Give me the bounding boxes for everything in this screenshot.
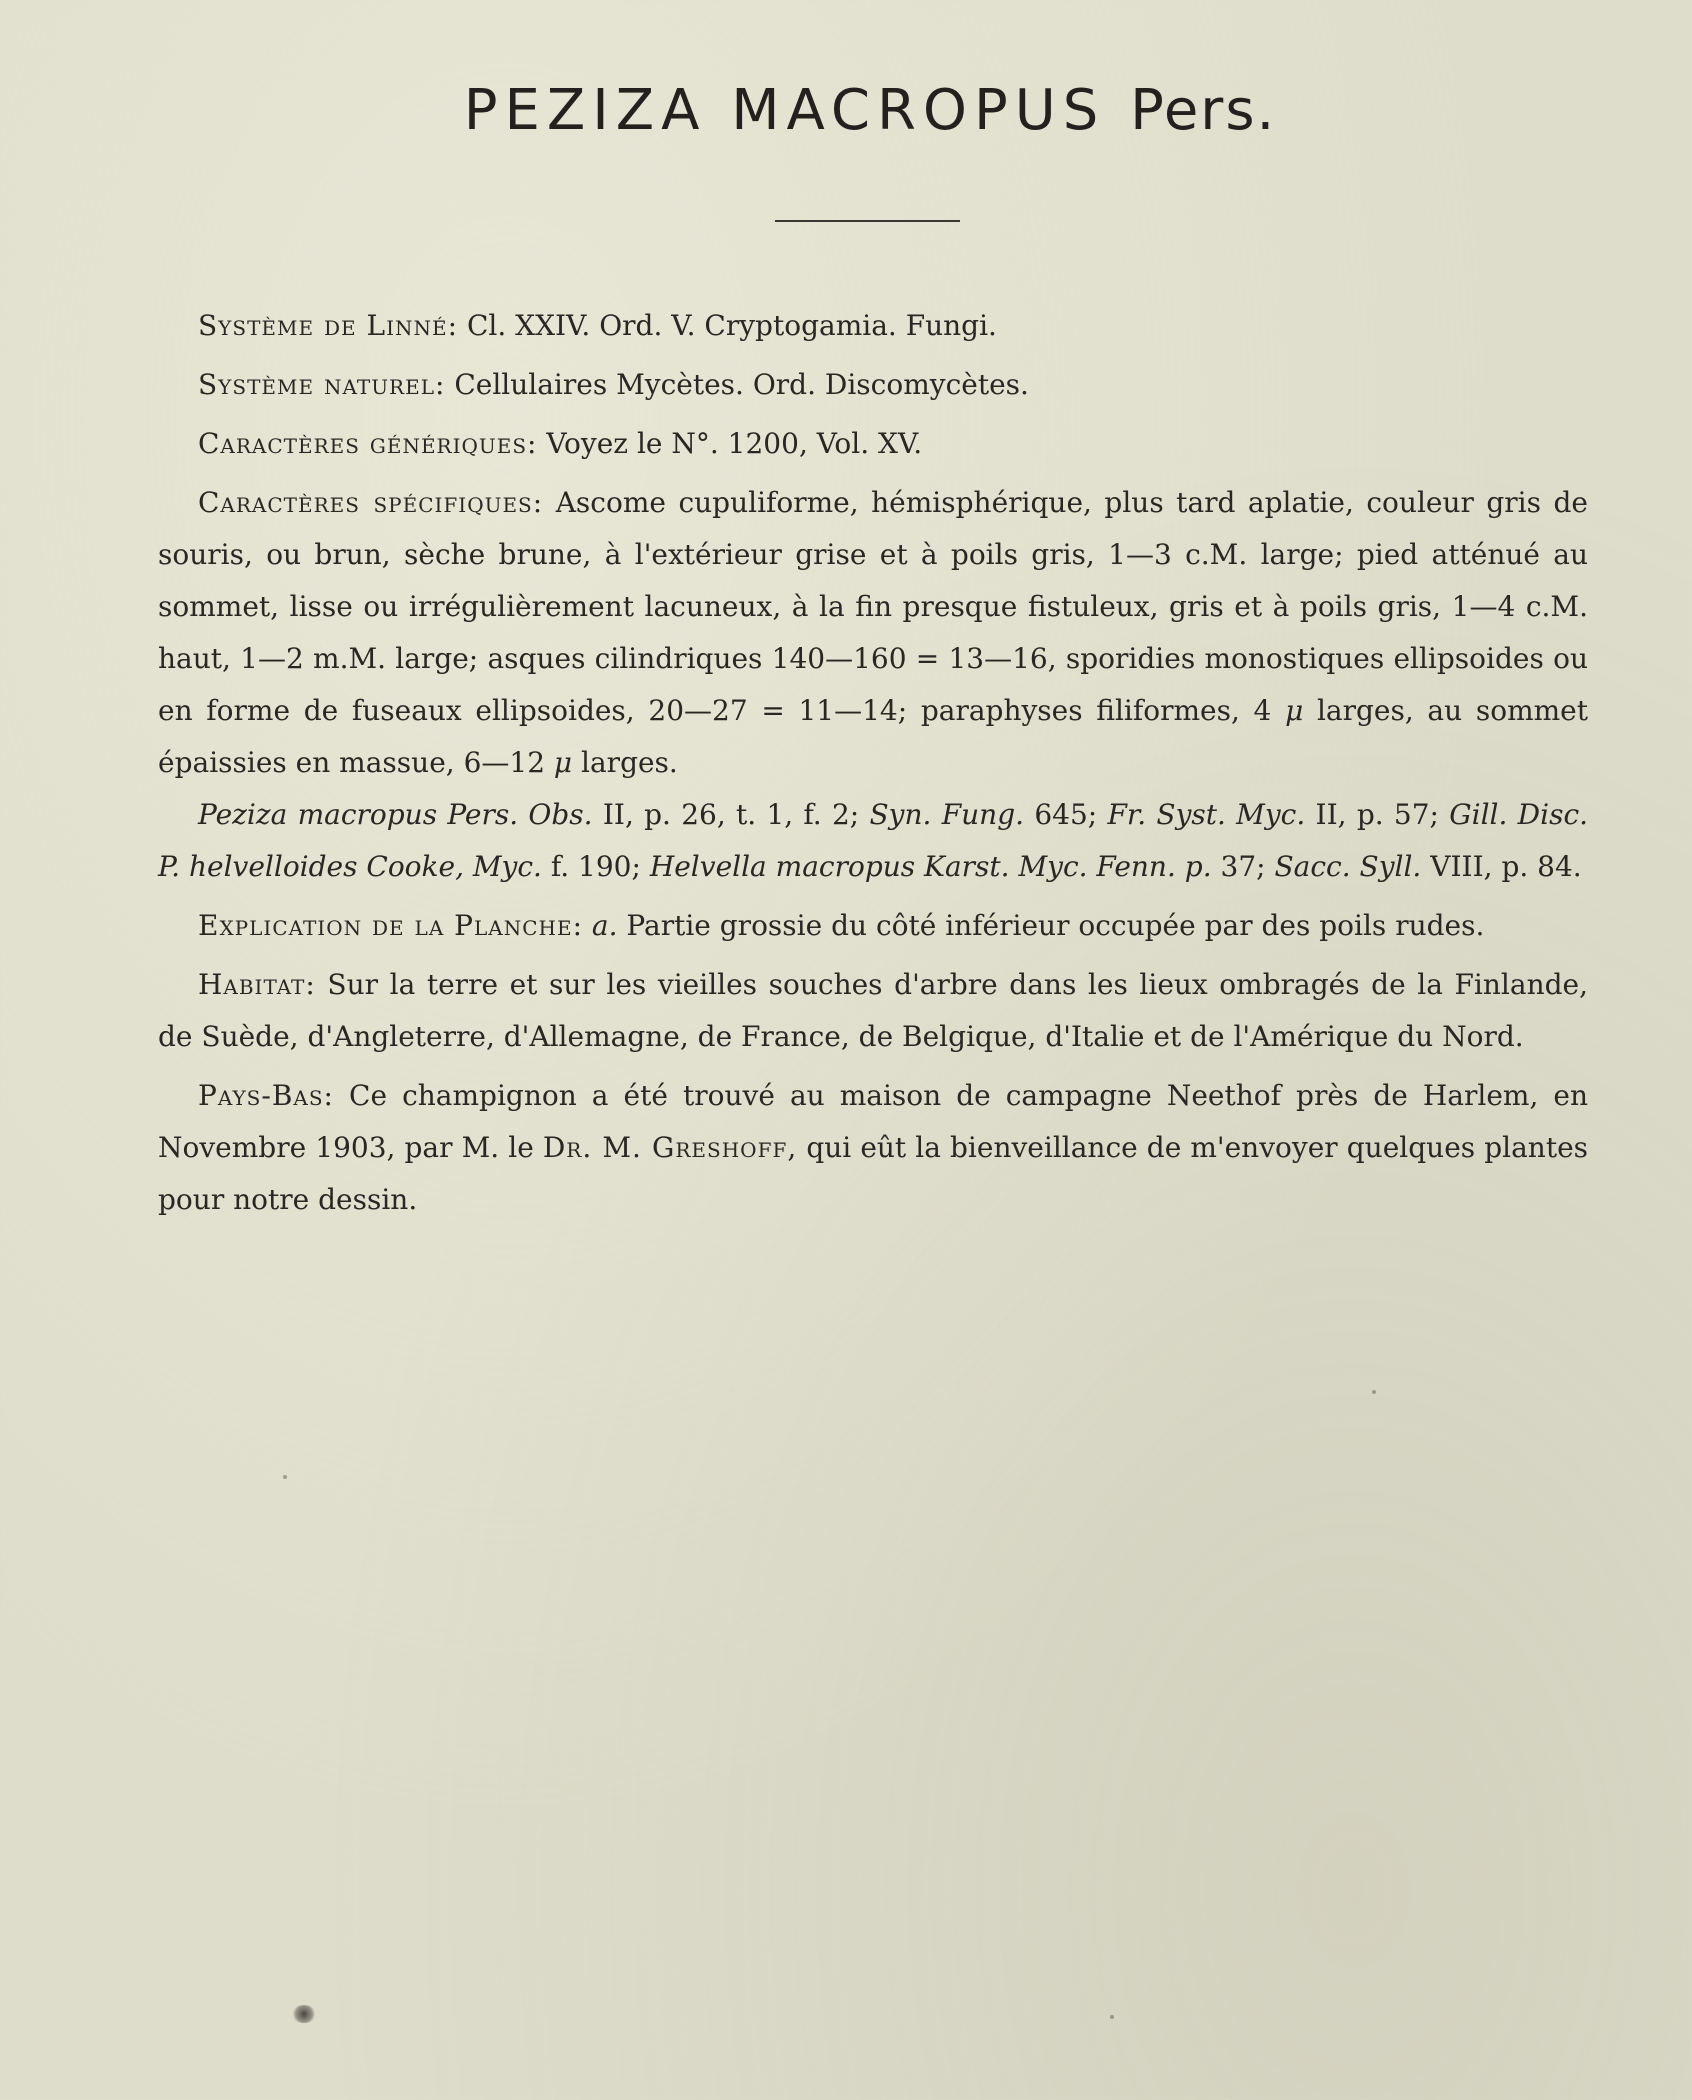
paper-speck	[1110, 2015, 1114, 2019]
linne-label: Système de Linné:	[198, 309, 459, 342]
generiques-text: Voyez le N°. 1200, Vol. XV.	[546, 427, 923, 460]
specifiques-text-c: larges.	[581, 746, 678, 779]
explication-letter: a.	[591, 909, 618, 942]
explication-label: Explication de la Planche:	[198, 909, 584, 942]
reference-italic: Gill. Disc. P. helvelloides Cooke, Myc.	[158, 798, 1589, 883]
description-body	[158, 300, 1588, 1233]
linne-text: Cl. XXIV. Ord. V. Cryptogamia. Fungi.	[466, 309, 997, 342]
explication-paragraph	[158, 900, 1588, 952]
species-author: Pers.	[1130, 78, 1277, 143]
paper-speck	[283, 1475, 287, 1479]
generiques-label: Caractères génériques:	[198, 427, 538, 460]
linne-paragraph	[158, 300, 1588, 352]
micron-symbol: μ	[1285, 694, 1304, 727]
habitat-text: Sur la terre et sur les vieilles souches d'arbre dans les lieux ombragés de la Finlande, de Suède, d'Angleterre, d'Allemagne, de France, de Belgique, d'Italie et de l'Amérique du Nord.	[158, 968, 1588, 1053]
specifiques-label: Caractères spécifiques:	[198, 486, 544, 519]
collector-name: Dr. M. Greshoff,	[542, 1131, 798, 1164]
generiques-paragraph	[158, 418, 1588, 470]
references-paragraph	[158, 789, 1588, 893]
paysbas-text-b: qui eût la bienveillance de m'envoyer quelques plantes pour notre dessin.	[158, 1131, 1589, 1216]
species-name: PEZIZA MACROPUS	[463, 78, 1106, 143]
reference-italic: Fr. Syst. Myc.	[1107, 798, 1306, 831]
naturel-text: Cellulaires Mycètes. Ord. Discomycètes.	[454, 368, 1029, 401]
page-title	[0, 78, 1692, 143]
reference-text: f. 190;	[550, 850, 641, 883]
paper-speck	[1372, 1390, 1376, 1394]
reference-text: 645;	[1034, 798, 1098, 831]
reference-text: 37;	[1220, 850, 1266, 883]
specifiques-text-a: Ascome cupuliforme, hémisphérique, plus tard aplatie, couleur gris de souris, ou brun, sèche brune, à l'extérieur grise et à poils gris, 1—3 c.M. large; pied atténué au sommet, lisse ou irrégulièrement lacuneux, à la fin presque fistuleux, gris et à poils gris, 1—4 c.M. haut, 1—2 m.M. large; asques cilindriques 140—160 = 13—16, sporidies monostiques ellipsoides ou en forme de fuseaux ellipsoides, 20—27 = 11—14; paraphyses filiformes, 4	[158, 486, 1588, 727]
paysbas-text-a: Ce champignon a été trouvé au maison de campagne Neethof près de Harlem, en Novembre 1903, par M. le	[158, 1079, 1588, 1164]
reference-text: II, p. 57;	[1315, 798, 1439, 831]
micron-symbol: μ	[553, 746, 573, 779]
specifiques-paragraph	[158, 477, 1588, 789]
reference-italic: Peziza macropus Pers. Obs.	[198, 798, 593, 831]
habitat-label: Habitat:	[198, 968, 316, 1001]
paysbas-label: Pays-Bas:	[198, 1079, 334, 1112]
paysbas-paragraph	[158, 1070, 1588, 1226]
habitat-paragraph	[158, 959, 1588, 1063]
reference-text: II, p. 26, t. 1, f. 2;	[602, 798, 860, 831]
specifiques-text-b: larges, au sommet épaissies en massue, 6—12	[158, 694, 1588, 779]
naturel-label: Système naturel:	[198, 368, 446, 401]
explication-text: Partie grossie du côté inférieur occupée par des poils rudes.	[626, 909, 1485, 942]
reference-text: VIII, p. 84.	[1430, 850, 1582, 883]
naturel-paragraph	[158, 359, 1588, 411]
ink-smudge	[292, 2005, 316, 2023]
reference-italic: Sacc. Syll.	[1274, 850, 1422, 883]
title-divider	[775, 220, 960, 222]
reference-italic: Helvella macropus Karst. Myc. Fenn. p.	[649, 850, 1212, 883]
reference-italic: Syn. Fung.	[869, 798, 1025, 831]
